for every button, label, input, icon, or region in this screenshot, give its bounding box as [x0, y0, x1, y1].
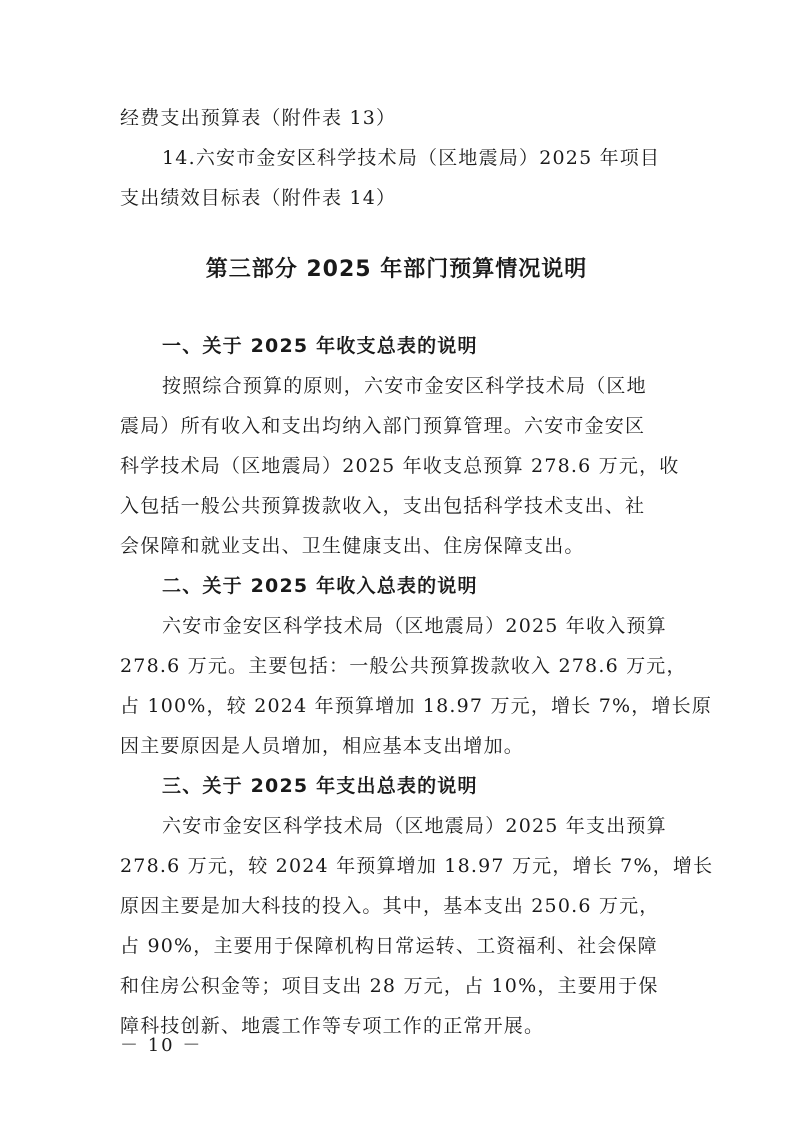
section-heading: 一、关于 2025 年收支总表的说明: [162, 335, 478, 357]
paragraph-line: 入包括一般公共预算拨款收入，支出包括科学技术支出、社: [120, 495, 646, 517]
paragraph-line: 按照综合预算的原则，六安市金安区科学技术局（区地: [162, 375, 647, 397]
page-number: － 10 －: [120, 1035, 203, 1056]
intro-line: 14.六安市金安区科学技术局（区地震局）2025 年项目: [162, 147, 661, 169]
paragraph-line: 278.6 万元，较 2024 年预算增加 18.97 万元，增长 7%，增长: [120, 855, 714, 877]
paragraph-line: 和住房公积金等；项目支出 28 万元，占 10%，主要用于保: [120, 975, 659, 997]
paragraph-line: 六安市金安区科学技术局（区地震局）2025 年支出预算: [162, 815, 667, 837]
paragraph-line: 278.6 万元。主要包括：一般公共预算拨款收入 278.6 万元，: [120, 655, 687, 677]
paragraph-line: 震局）所有收入和支出均纳入部门预算管理。六安市金安区: [120, 415, 646, 437]
paragraph-line: 原因主要是加大科技的投入。其中，基本支出 250.6 万元，: [120, 895, 660, 917]
section-heading: 二、关于 2025 年收入总表的说明: [162, 575, 478, 597]
paragraph-line: 障科技创新、地震工作等专项工作的正常开展。: [120, 1015, 545, 1037]
intro-line: 经费支出预算表（附件表 13）: [120, 107, 397, 129]
paragraph-line: 科学技术局（区地震局）2025 年收支总预算 278.6 万元，收: [120, 455, 680, 477]
paragraph-line: 六安市金安区科学技术局（区地震局）2025 年收入预算: [162, 615, 667, 637]
paragraph-line: 占 90%，主要用于保障机构日常运转、工资福利、社会保障: [120, 935, 658, 957]
section-heading: 三、关于 2025 年支出总表的说明: [162, 775, 478, 797]
paragraph-line: 因主要原因是人员增加，相应基本支出增加。: [120, 735, 525, 757]
paragraph-line: 占 100%，较 2024 年预算增加 18.97 万元，增长 7%，增长原: [120, 695, 713, 717]
part-title: 第三部分 2025 年部门预算情况说明: [205, 257, 588, 282]
paragraph-line: 会保障和就业支出、卫生健康支出、住房保障支出。: [120, 535, 585, 557]
intro-line: 支出绩效目标表（附件表 14）: [120, 187, 397, 209]
